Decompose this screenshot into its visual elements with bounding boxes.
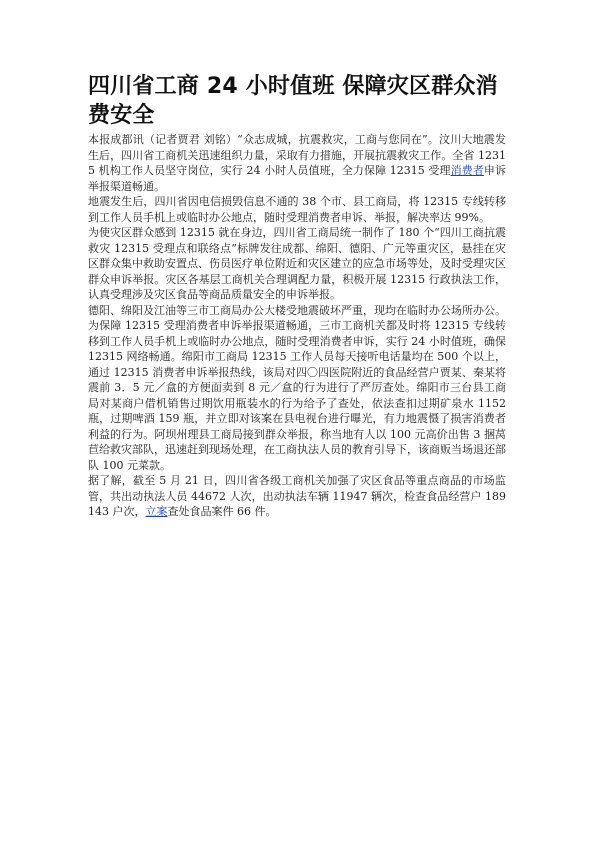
paragraph-text: 地震发生后，四川省因电信损毁信息不通的 38 个市、县工商局，将 12315 专线转移到工作人员手机上或临时办公地点，随时受理消费者申诉、举报，解决率达 99%。 (88, 195, 506, 224)
paragraph-text: 据了解，截至 5 月 21 日，四川省各级工商机关加强了灾区食品等重点商品的市场监管，共出动执法人员 44672 人次，出动执法车辆 11947 辆次，检查食品经营户 189143 户次， (88, 474, 506, 518)
paragraph-text: 申诉举报渠道畅通。 (88, 164, 507, 193)
article-paragraph-3 (88, 225, 506, 303)
article-title: 四川省工商 24 小时值班 保障灾区群众消费安全 (88, 74, 498, 128)
article-paragraph-4 (88, 303, 506, 474)
consumer-link[interactable]: 消费者 (450, 164, 484, 177)
article-paragraph-2 (88, 194, 506, 225)
article-paragraph-5 (88, 473, 506, 520)
paragraph-text: 德阳、绵阳及江油等三市工商局办公大楼受地震破坏严重，现均在临时办公场所办公。为保障 12315 受理消费者申诉举报渠道畅通，三市工商机关都及时将 12315 专线转移到工作人员手机上或临时办公地点，随时受理消费者申诉，实行 24 小时值班，确保 12315 网络畅通。绵阳市工商局 12315 工作人员每天接听电话量均在 500 个以上，通过 12315 消费者申诉举报热线，该局对四〇四医院附近的食品经营户贾某、秦某将震前 3．5 元／盒的方便面卖到 8 元／盒的行为进行了严厉查处。绵阳市三台县工商局对某商户借机销售过期饮用瓶装水的行为给予了查处，依法查扣过期矿泉水 1152 瓶，过期啤酒 159 瓶，并立即对该案在县电视台进行曝光，有力地震慑了损害消费者利益的行为。阿坝州理县工商局接到群众举报，称当地有人以 100 元高价出售 3 捆莴苣给救灾部队，迅速赶到现场处理，在工商执法人员的教育引导下，该商贩当场退还部队 100 元菜款。 (88, 303, 506, 472)
paragraph-text: 查处食品案件 66 件。 (167, 505, 277, 518)
case-filing-link[interactable]: 立案 (145, 505, 168, 518)
article-paragraph-1 (88, 132, 506, 194)
article (88, 72, 506, 520)
paragraph-text: 本报成都讯（记者贾君 刘铭）“众志成城，抗震救灾，工商与您同在”。汶川大地震发生后，四川省工商机关迅速组织力量，采取有力措施，开展抗震救灾工作。全省 12315 机构工作人员坚守岗位，实行 24 小时人员值班，全力保障 12315 受理 (88, 133, 506, 177)
paragraph-text: 为使灾区群众感到 12315 就在身边，四川省工商局统一制作了 180 个“四川工商抗震救灾 12315 受理点和联络点”标牌发往成都、绵阳、德阳、广元等重灾区，悬挂在灾区群众集中救助安置点、伤员医疗单位附近和灾区建立的应急市场等处，及时受理灾区群众申诉举报。灾区各基层工商机关合理调配力量，积极开展 12315 行政执法工作，认真受理涉及灾区食品等商品质量安全的申诉举报。 (88, 226, 506, 301)
